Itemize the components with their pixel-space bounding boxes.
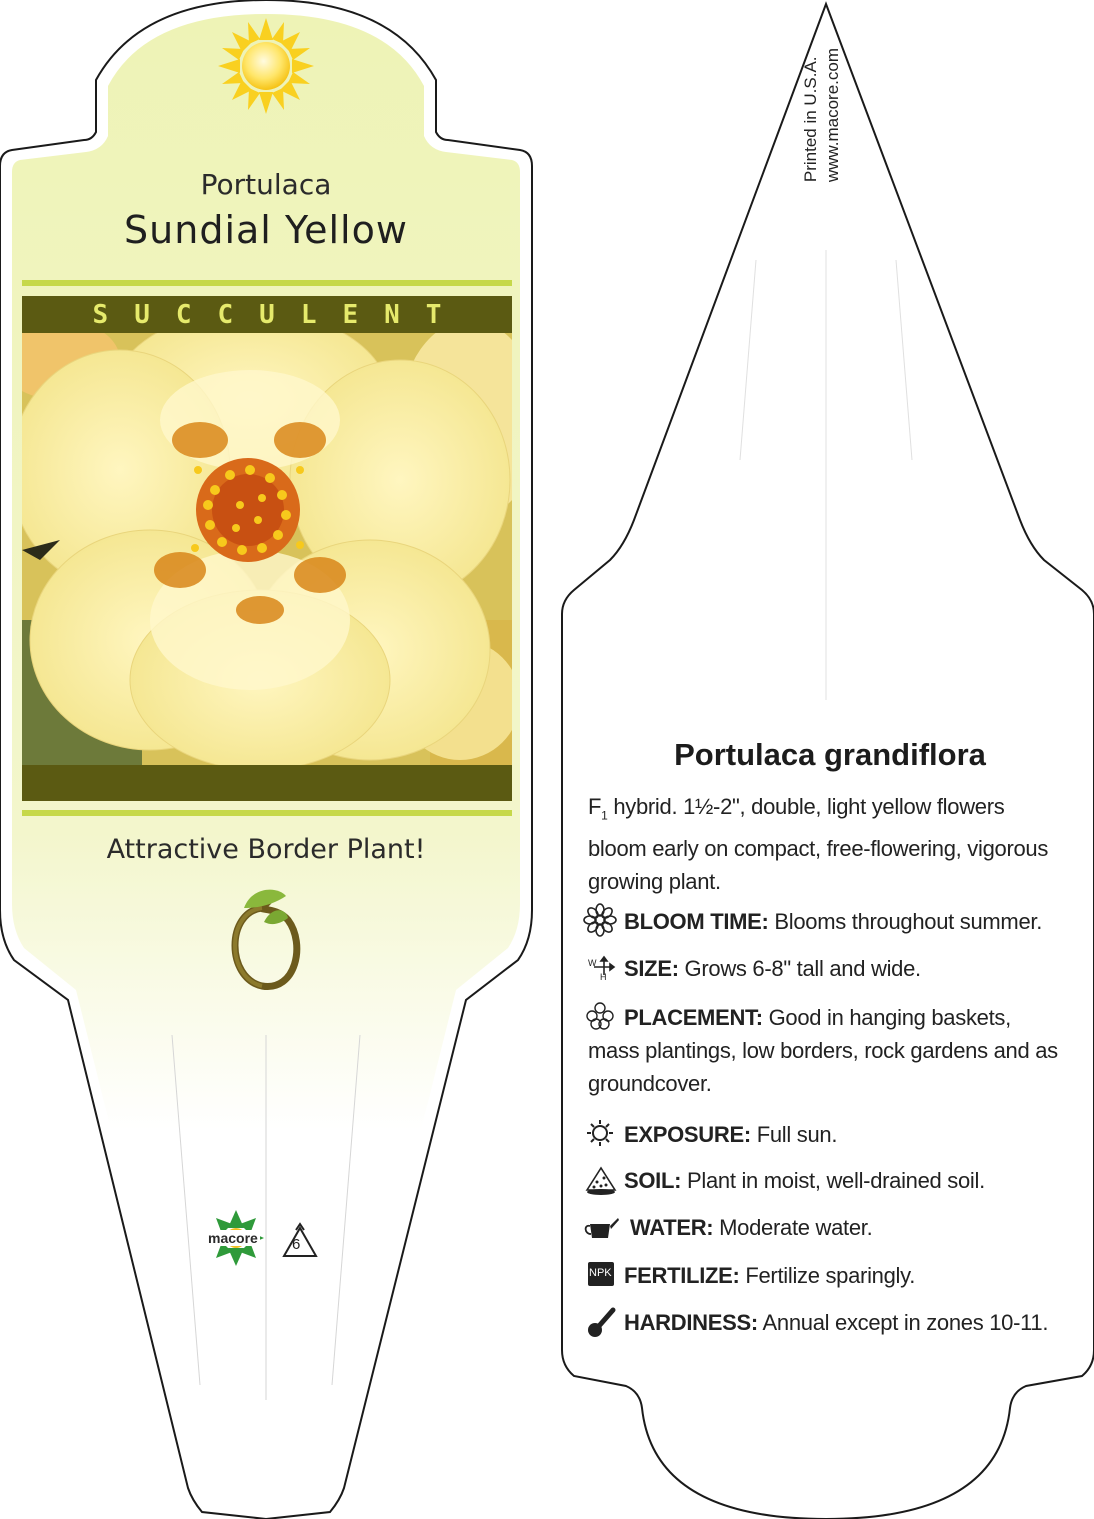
genus-label: Portulaca — [200, 168, 332, 201]
description-sub: 1 — [601, 808, 608, 823]
flower-photo — [0, 310, 540, 770]
sun-logo-icon — [218, 18, 314, 114]
description-text: hybrid. 1½-2", double, light yellow flowers bloom early on compact, free-flowering, vigorous growing plant. — [588, 794, 1049, 895]
brand-name: macore — [208, 1230, 258, 1246]
detail-text: Annual except in zones 10-11. — [762, 1310, 1049, 1335]
detail-text: Moderate water. — [719, 1215, 873, 1240]
detail-label: EXPOSURE: — [624, 1122, 751, 1147]
detail-label: PLACEMENT: — [624, 1005, 763, 1030]
detail-label: HARDINESS: — [624, 1310, 758, 1335]
detail-label: FERTILIZE: — [624, 1263, 740, 1288]
size-icon-h: H — [600, 972, 607, 982]
detail-text: Plant in moist, well-drained soil. — [686, 1168, 985, 1193]
description-f: F — [588, 794, 602, 819]
npk-icon-label: NPK — [589, 1267, 612, 1279]
detail-text: Blooms throughout summer. — [774, 909, 1043, 934]
bottom-band — [22, 765, 512, 801]
detail-bloom-time — [588, 905, 1068, 938]
detail-fertilize — [588, 1259, 1068, 1292]
species-title: Portulaca grandiflora — [674, 737, 986, 772]
printed-in: Printed in U.S.A. — [801, 56, 820, 183]
tagline: Attractive Border Plant! — [106, 834, 426, 865]
detail-label: SOIL: — [624, 1168, 682, 1193]
detail-text: Grows 6-8" tall and wide. — [684, 956, 921, 981]
detail-size — [588, 952, 1068, 985]
detail-label: WATER: — [630, 1215, 714, 1240]
detail-text: Fertilize sparingly. — [745, 1263, 916, 1288]
detail-label: SIZE: — [624, 956, 679, 981]
category-label: SUCCULENT — [92, 300, 468, 330]
detail-text: Good in hanging baskets, mass plantings, low borders, rock gardens and as groundcover. — [588, 1005, 1058, 1096]
detail-placement — [588, 1001, 1068, 1100]
size-icon-w: W — [588, 958, 597, 968]
detail-label: BLOOM TIME: — [624, 909, 769, 934]
print-info — [800, 48, 844, 182]
website: www.macore.com — [823, 48, 842, 183]
detail-water — [588, 1211, 1068, 1244]
description — [588, 790, 1068, 898]
recycle-code: 6 — [292, 1236, 301, 1253]
detail-hardiness — [588, 1306, 1068, 1339]
variety-title: Sundial Yellow — [124, 208, 408, 252]
detail-text: Full sun. — [756, 1122, 838, 1147]
detail-soil — [588, 1164, 1068, 1197]
detail-exposure — [588, 1118, 1068, 1151]
